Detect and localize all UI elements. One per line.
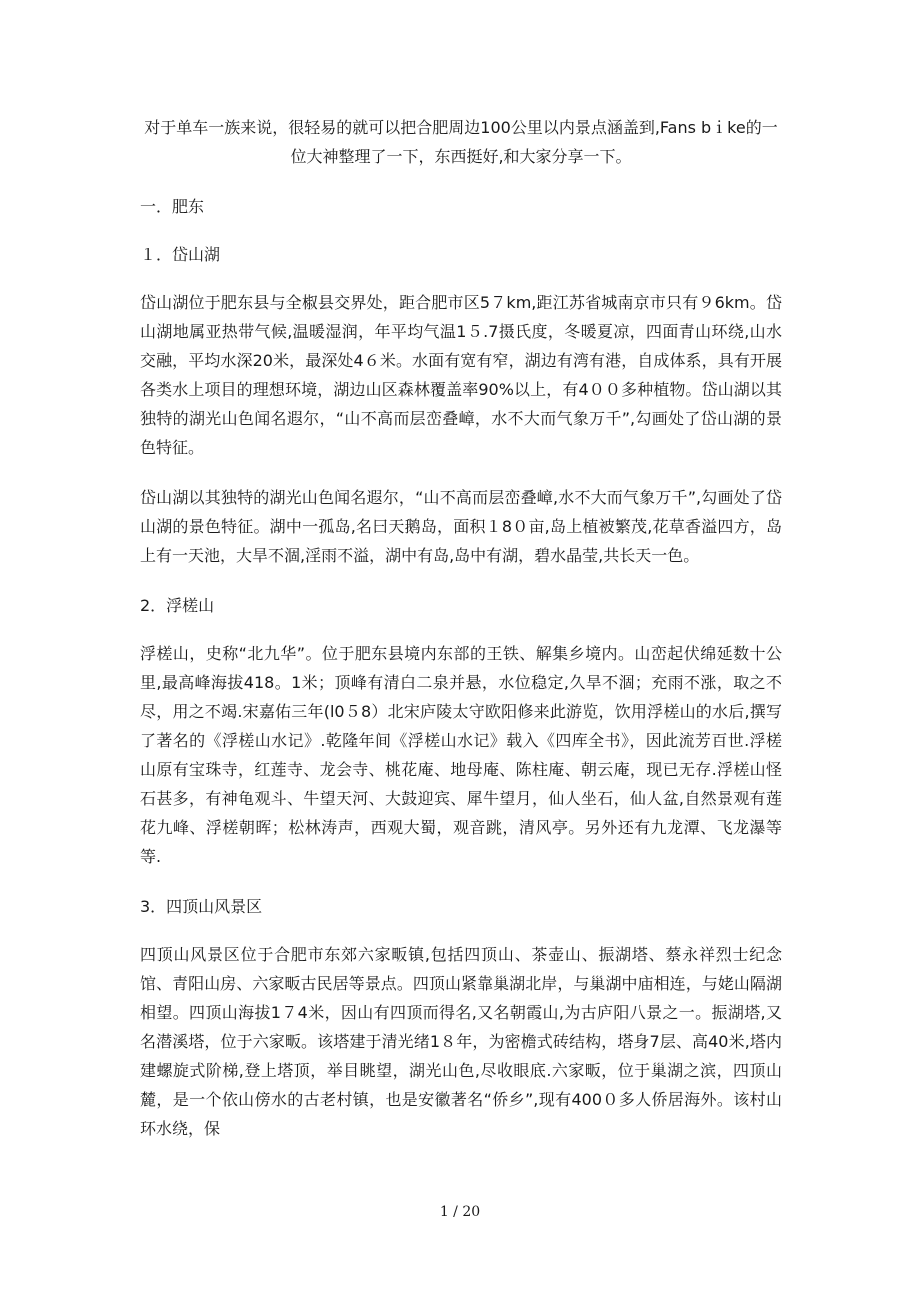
item-title-daishan-lake: １．岱山湖 (140, 245, 221, 264)
intro-paragraph: 对于单车一族来说，很轻易的就可以把合肥周边100公里以内景点涵盖到,Fans bｉke的一位大神整理了一下，东西挺好,和大家分享一下。 (144, 118, 778, 166)
paragraph-fucha-mountain: 浮槎山，史称“北九华”。位于肥东县境内东部的王铁、解集乡境内。山峦起伏绵延数十公里,最高峰海拔418。1米；顶峰有清白二泉并悬，水位稳定,久旱不涸；充雨不涨，取之不尽，用之不竭.宋嘉佑三年(l0５8）北宋庐陵太守欧阳修来此游览，饮用浮槎山的水后,撰写了著名的《浮槎山水记》.乾隆年间《浮槎山水记》载入《四库全书》，因此流芳百世.浮槎山原有宝珠寺，红莲寺、龙会寺、桃花庵、地母庵、陈柱庵、朝云庵，现已无存.浮槎山怪石甚多，有神龟观斗、牛望天河、大鼓迎宾、犀牛望月，仙人坐石，仙人盆,自然景观有莲花九峰、浮槎朝晖；松林涛声，西观大蜀，观音跳，清风亭。另外还有九龙潭、飞龙瀑等等. (140, 644, 782, 866)
section-heading-feidong: 一．肥东 (140, 197, 205, 216)
paragraph-daishan-lake-2: 岱山湖以其独特的湖光山色闻名遐尔，“山不高而层峦叠嶂,水不大而气象万千”,勾画处了岱山湖的景色特征。湖中一孤岛,名曰天鹅岛，面积１8０亩,岛上植被繁茂,花草香溢四方，岛上有一天池，大旱不涸,淫雨不溢，湖中有岛,岛中有湖，碧水晶莹,共长天一色。 (140, 488, 782, 565)
document-body (140, 113, 782, 1164)
paragraph-daishan-lake-1: 岱山湖位于肥东县与全椒县交界处，距合肥市区5７km,距江苏省城南京市只有９6km。岱山湖地属亚热带气候,温暖湿润，年平均气温1５.7摄氏度，冬暖夏凉，四面青山环绕,山水交融，平均水深20米，最深处4６米。水面有宽有窄，湖边有湾有港，自成体系，具有开展各类水上项目的理想环境，湖边山区森林覆盖率90%以上，有4００多种植物。岱山湖以其独特的湖光山色闻名遐尔，“山不高而层峦叠嶂，水不大而气象万千”,勾画处了岱山湖的景色特征。 (140, 293, 782, 457)
item-title-fucha-mountain: 2．浮槎山 (140, 596, 215, 615)
page-indicator: 1 / 20 (439, 1204, 481, 1220)
item-title-siding-mountain: 3．四顶山风景区 (140, 897, 263, 916)
paragraph-siding-mountain: 四顶山风景区位于合肥市东郊六家畈镇,包括四顶山、茶壶山、振湖塔、蔡永祥烈士纪念馆、青阳山房、六家畈古民居等景点。四顶山紧靠巢湖北岸，与巢湖中庙相连，与姥山隔湖相望。四顶山海拔1７4米，因山有四顶而得名,又名朝霞山,为古庐阳八景之一。振湖塔,又名潜溪塔，位于六家畈。该塔建于清光绪1８年，为密檐式砖结构，塔身7层、高40米,塔内建螺旋式阶梯,登上塔顶，举目眺望，湖光山色,尽收眼底.六家畈，位于巢湖之滨，四顶山麓，是一个依山傍水的古老村镇，也是安徽著名“侨乡”,现有400０多人侨居海外。该村山环水绕，保 (140, 945, 782, 1138)
